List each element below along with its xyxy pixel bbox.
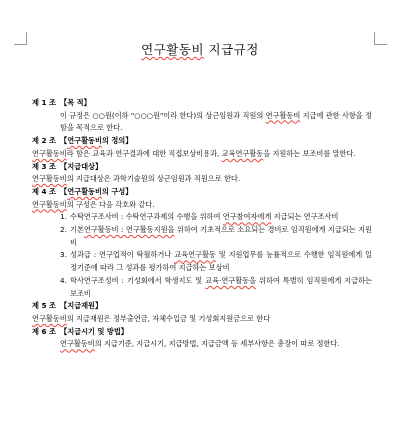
- title-rest: 지급규정: [204, 42, 259, 57]
- text-span: 및 지원업무를 능률적으로 수행한 임직원에게 일정기준에 따라 그 성과를 평가하여 지급하는 보상비: [70, 250, 373, 273]
- item-text: [70, 224, 372, 249]
- spell-flag-word: 연구활동비: [32, 148, 67, 158]
- item-text: [70, 249, 372, 274]
- spell-flag-word: 연구활동비: [67, 136, 102, 146]
- text-span: 기본: [70, 225, 84, 235]
- text-span: 지급에 관한 사항을 정함을 목적으로 한다.: [60, 110, 372, 133]
- article-2-heading: [32, 135, 372, 148]
- text-span: 지급되는 연구조사비: [271, 212, 339, 222]
- article-number: 제 4 조: [32, 186, 56, 196]
- text-span: 의 구성】: [101, 186, 133, 196]
- article-title: [60, 135, 132, 148]
- item-number: 4.: [60, 275, 67, 285]
- item-number: 1.: [60, 212, 67, 222]
- article-number: 제 2 조: [32, 136, 56, 146]
- article-6-body: [32, 338, 372, 351]
- spell-flag-word: 연구활동비: [32, 174, 67, 184]
- text-span: 의 정의】: [101, 136, 133, 146]
- spell-flag-word: 연구활동비: [32, 199, 67, 209]
- article-2-body: [32, 148, 372, 161]
- text-span: 학사연구조성비 : 기성회에서 학생지도 및: [70, 275, 206, 285]
- spell-flag-word: 교육연구활동: [174, 250, 216, 260]
- article-6-heading: [32, 326, 372, 339]
- article-title: 【지급시기 및 방법】: [60, 326, 128, 336]
- text-span: 위하여 특별히 임직원에게 지급하는 보조비: [70, 275, 372, 298]
- article-4-intro: [32, 199, 372, 212]
- article-number: 제 3 조: [32, 161, 56, 171]
- article-5-heading: [32, 300, 372, 313]
- list-item: [32, 211, 372, 224]
- spell-flag-word: 교육연구활동: [221, 148, 264, 158]
- text-span: 의 지급대상은 과학기술원의 상근임원과 직원으로 한다.: [66, 174, 241, 184]
- article-title: [60, 186, 132, 199]
- item-text: [70, 275, 372, 300]
- article-title: 【지급재원】: [60, 301, 103, 311]
- text-span: 성과급 : 연구업적이 탁월하거나: [70, 250, 175, 260]
- article-1-heading: [32, 97, 372, 110]
- article-title: 【지급대상】: [60, 161, 103, 171]
- text-span: 라 함은 교육과 연구결과에 대한 직접보상비용과,: [66, 148, 222, 158]
- spell-flag-word: 연구참여자에게: [222, 212, 272, 222]
- spell-flag-word: 교육·연구활동을: [205, 275, 257, 285]
- text-span: 의 구성은 다음 각호와 같다.: [66, 199, 155, 209]
- title-main: 연구활동비: [141, 42, 205, 57]
- article-number: 제 5 조: [32, 301, 56, 311]
- article-5-body: [32, 313, 372, 326]
- text-span: 의 지급재원은 정부출연금, 자체수입금 및 기성회지원금으로 한다: [66, 313, 271, 323]
- list-item: [32, 275, 372, 300]
- text-span: 【: [60, 136, 68, 146]
- text-span: 수탁연구조사비 : 수탁연구과제의 수행을 위하여: [70, 212, 223, 222]
- article-number: 제 1 조: [32, 98, 56, 107]
- article-1-body: [32, 110, 372, 135]
- item-number: 2.: [60, 225, 67, 235]
- list-item: [32, 224, 372, 249]
- article-3-heading: [32, 161, 372, 174]
- document-body: [32, 97, 372, 351]
- article-3-body: [32, 173, 372, 186]
- item-text: [70, 211, 372, 224]
- item-number: 3.: [60, 250, 67, 260]
- text-span: 이 규정은 ○○원(이하 "○○○원"이라 한다)의 상근임원과 직원의: [60, 110, 266, 120]
- text-span: 위하여 기초적으로 소요되는 경비로 임직원에게 지급되는 지원비: [70, 225, 372, 247]
- article-number: 제 6 조: [32, 326, 56, 336]
- document-title: [0, 40, 400, 58]
- article-title: 【목 적】: [60, 98, 91, 107]
- text-span: 을 지원하는 보조비를 말한다.: [263, 148, 356, 158]
- spell-flag-word: 연구활동비: [32, 313, 67, 323]
- spell-flag-word: 연구활동비: [265, 110, 301, 120]
- spell-flag-word: 연구활동비: [67, 186, 102, 196]
- spell-flag-word: 연구활동비 : 연구활동지원을: [83, 225, 175, 235]
- list-item: [32, 249, 372, 274]
- article-4-heading: [32, 186, 372, 199]
- spell-flag-word: 연구활동비: [60, 339, 95, 349]
- text-span: 【: [60, 186, 68, 196]
- text-span: 의 지급기준, 지급시기, 지급방법, 지급금액 등 세부사항은 총장이 따로 정한다.: [94, 339, 340, 349]
